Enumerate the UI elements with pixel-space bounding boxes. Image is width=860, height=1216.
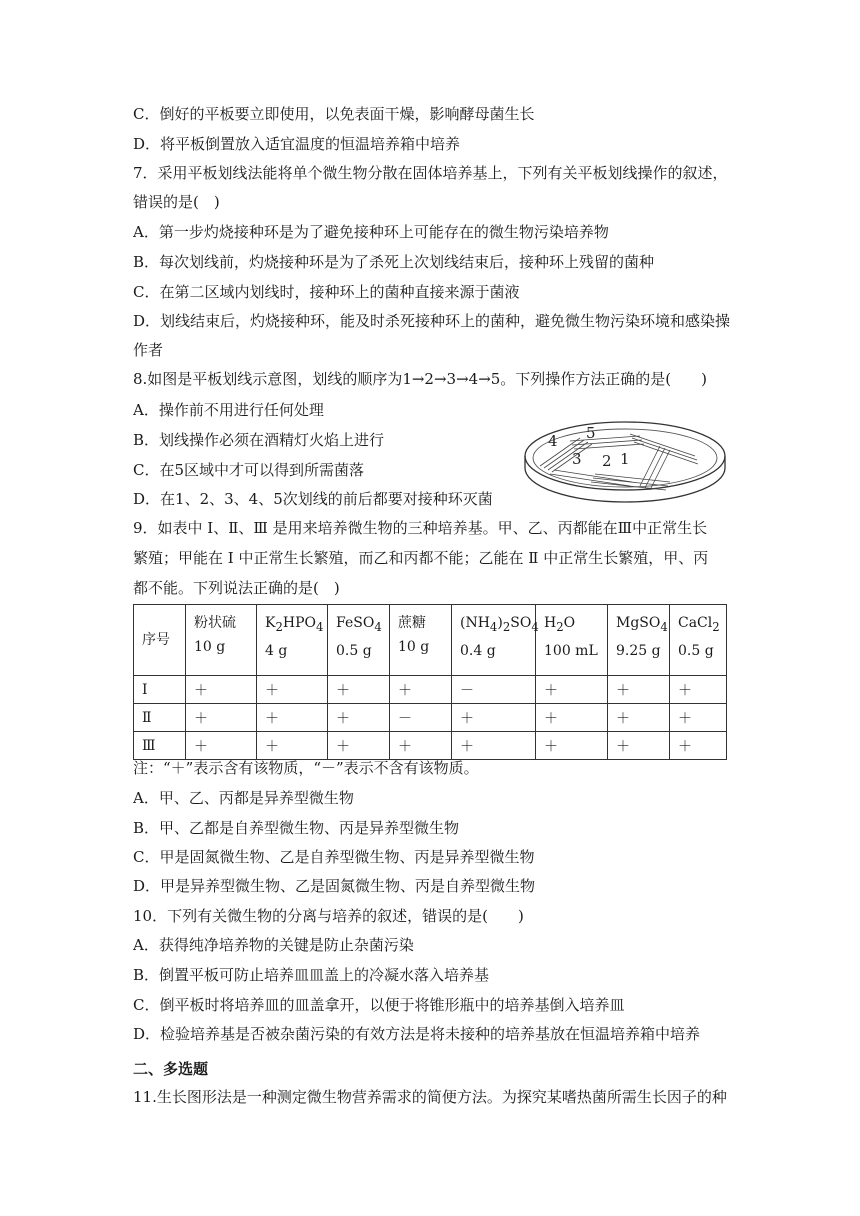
table-cell: ＋	[186, 732, 257, 760]
table-cell: －	[390, 704, 452, 732]
table-cell: ＋	[670, 704, 727, 732]
region-label-3: 3	[572, 450, 582, 468]
table-cell: ＋	[257, 676, 328, 704]
q9-option-b: B．甲、乙都是自养型微生物、丙是异养型微生物	[133, 819, 460, 837]
col-water: $H_2O$ 100 mL	[536, 605, 608, 676]
col-k2hpo4: $K_2HPO_4$ 4 g	[257, 605, 328, 676]
table-row	[134, 676, 727, 704]
q8-option-c: C．在5区域中才可以得到所需菌落	[133, 461, 365, 479]
q8-stem: 8.如图是平板划线示意图，划线的顺序为1→2→3→4→5。下列操作方法正确的是( )	[133, 370, 708, 388]
q7-option-d: D．划线结束后，灼烧接种环，能及时杀死接种环上的菌种，避免微生物污染环境和感染操	[133, 312, 731, 330]
table-cell: ＋	[452, 732, 536, 760]
q7-stem: 7．采用平板划线法能将单个微生物分散在固体培养基上，下列有关平板划线操作的叙述，	[133, 164, 728, 182]
q7-option-b: B．每次划线前，灼烧接种环是为了杀死上次划线结束后，接种环上残留的菌种	[133, 253, 655, 271]
q8-option-b: B．划线操作必须在酒精灯火焰上进行	[133, 431, 385, 449]
q11-stem: 11.生长图形法是一种测定微生物营养需求的简便方法。为探究某嗜热菌所需生长因子的种	[133, 1088, 727, 1106]
q9-stem-cont2: 都不能。下列说法正确的是( )	[133, 579, 340, 597]
q10-option-a: A．获得纯净培养物的关键是防止杂菌污染	[133, 936, 414, 954]
q10-option-b: B．倒置平板可防止培养皿皿盖上的冷凝水落入培养基	[133, 966, 490, 984]
q7-option-c: C．在第二区域内划线时，接种环上的菌种直接来源于菌液	[133, 283, 520, 301]
table-cell: ＋	[536, 732, 608, 760]
table-cell: ＋	[608, 704, 670, 732]
table-cell: ＋	[608, 732, 670, 760]
table-cell: ＋	[670, 676, 727, 704]
table-cell: ＋	[452, 704, 536, 732]
q7-option-d-cont: 作者	[133, 341, 164, 359]
table-cell: ＋	[186, 676, 257, 704]
q9-option-d: D．甲是异养型微生物、乙是固氮微生物、丙是自养型微生物	[133, 877, 536, 895]
streak-plate-figure	[520, 416, 730, 506]
table-cell: ＋	[670, 732, 727, 760]
table-cell: ＋	[328, 704, 390, 732]
q9-option-c: C．甲是固氮微生物、乙是自养型微生物、丙是异养型微生物	[133, 848, 535, 866]
region-label-5: 5	[586, 424, 596, 442]
table-row	[134, 704, 727, 732]
table-row	[134, 732, 727, 760]
header-label-cell: 序号	[134, 605, 186, 676]
col-feso4: FeSO$_4$ 0.5 g	[328, 605, 390, 676]
table-cell: ＋	[328, 676, 390, 704]
q7-stem-cont: 错误的是( )	[133, 193, 220, 211]
row-label: Ⅱ	[134, 704, 186, 732]
q8-option-d: D．在1、2、3、4、5次划线的前后都要对接种环灭菌	[133, 490, 493, 508]
table-note: 注：“＋”表示含有该物质，“－”表示不含有该物质。	[133, 759, 479, 777]
table-cell: ＋	[608, 676, 670, 704]
row-label: Ⅲ	[134, 732, 186, 760]
q6-option-c: C．倒好的平板要立即使用，以免表面干燥，影响酵母菌生长	[133, 105, 535, 123]
col-sulfur: 粉状硫 10 g	[186, 605, 257, 676]
q6-option-d: D．将平板倒置放入适宜温度的恒温培养箱中培养	[133, 135, 461, 153]
table-cell: －	[452, 676, 536, 704]
region-label-1: 1	[620, 450, 630, 468]
col-sucrose: 蔗糖 10 g	[390, 605, 452, 676]
table-cell: ＋	[257, 704, 328, 732]
q10-option-c: C．倒平板时将培养皿的皿盖拿开，以便于将锥形瓶中的培养基倒入培养皿	[133, 996, 625, 1014]
table-cell: ＋	[536, 676, 608, 704]
medium-composition-table	[133, 604, 727, 760]
section-heading: 二、多选题	[133, 1060, 209, 1078]
col-cacl2: CaCl$_2$ 0.5 g	[670, 605, 727, 676]
q9-stem-cont: 繁殖；甲能在 Ⅰ 中正常生长繁殖，而乙和丙都不能；乙能在 Ⅱ 中正常生长繁殖，甲、丙	[133, 549, 709, 567]
table-header-row	[134, 605, 727, 676]
q9-option-a: A．甲、乙、丙都是异养型微生物	[133, 789, 354, 807]
table-cell: ＋	[390, 676, 452, 704]
table-cell: ＋	[390, 732, 452, 760]
table-cell: ＋	[536, 704, 608, 732]
table-cell: ＋	[328, 732, 390, 760]
q10-stem: 10．下列有关微生物的分离与培养的叙述，错误的是( )	[133, 907, 524, 925]
col-ammonium-sulfate: $(NH_4)_2SO_4$ 0.4 g	[452, 605, 536, 676]
row-label: Ⅰ	[134, 676, 186, 704]
q8-option-a: A．操作前不用进行任何处理	[133, 401, 324, 419]
col-mgso4: MgSO$_4$ 9.25 g	[608, 605, 670, 676]
table-cell: ＋	[186, 704, 257, 732]
q9-stem: 9．如表中 Ⅰ、Ⅱ、Ⅲ 是用来培养微生物的三种培养基。甲、乙、丙都能在Ⅲ中正常生长	[133, 519, 708, 537]
region-label-2: 2	[602, 452, 612, 470]
table-cell: ＋	[257, 732, 328, 760]
q10-option-d: D．检验培养基是否被杂菌污染的有效方法是将未接种的培养基放在恒温培养箱中培养	[133, 1025, 701, 1043]
region-label-4: 4	[548, 432, 558, 450]
q7-option-a: A．第一步灼烧接种环是为了避免接种环上可能存在的微生物污染培养物	[133, 223, 609, 241]
